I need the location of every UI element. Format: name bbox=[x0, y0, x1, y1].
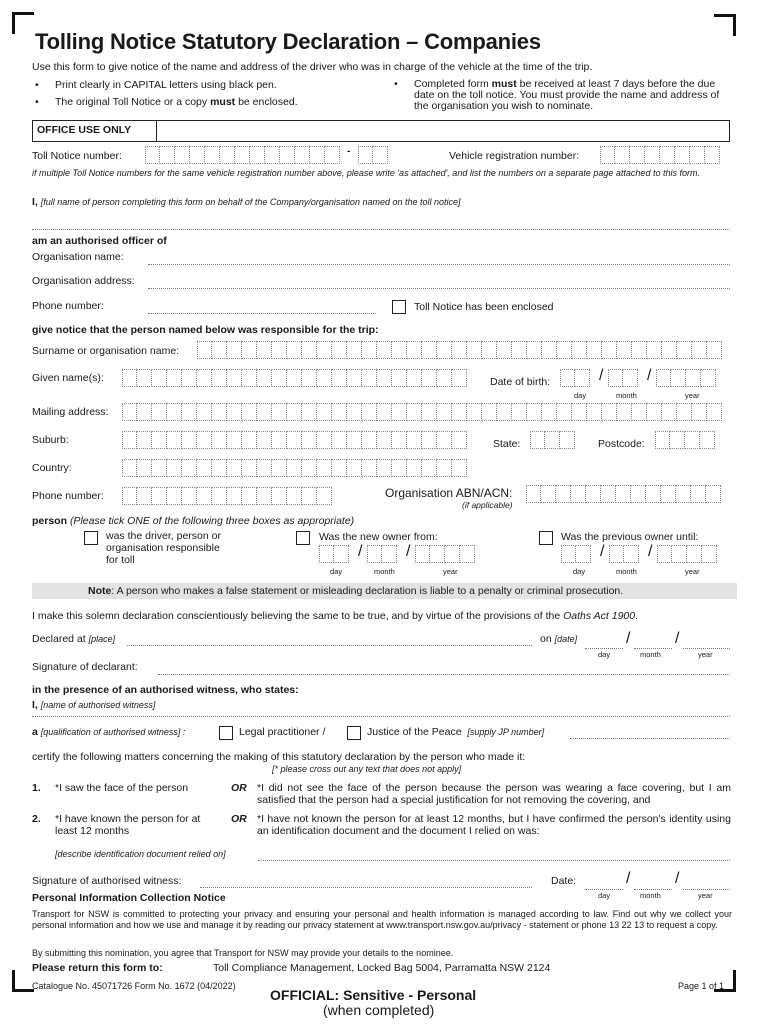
state-label: State: bbox=[493, 438, 521, 450]
dob-slash-1: / bbox=[599, 367, 604, 384]
solemn-declaration bbox=[32, 610, 638, 622]
person-label: person bbox=[32, 515, 68, 527]
date-hint: [date] bbox=[554, 634, 578, 644]
given-names-label: Given name(s): bbox=[32, 372, 104, 384]
phone-label: Phone number: bbox=[32, 300, 104, 312]
qualification-row bbox=[32, 726, 185, 738]
new-owner-month-input[interactable] bbox=[367, 545, 397, 563]
new-owner-slash-1: / bbox=[358, 543, 363, 560]
pic-text: Transport for NSW is committed to protecting your privacy and ensuring your personal and health information is managed according to law. Find out why we collect your personal information and how we use and manage it by reading our privacy statement at www.transport.nsw.gov.au/privacy - statement or phone 13 22 13 to request a copy. bbox=[32, 909, 732, 930]
witness-month-input[interactable] bbox=[634, 889, 672, 890]
toll-notice-suffix-input[interactable] bbox=[358, 146, 388, 164]
prev-owner-year-hint: year bbox=[685, 567, 700, 576]
bullet-enclose-text-end: be enclosed. bbox=[235, 96, 298, 108]
toll-notice-label: Toll Notice number: bbox=[32, 150, 122, 162]
corner-mark-bottom-left bbox=[12, 970, 34, 992]
witness-slash-2: / bbox=[675, 870, 680, 887]
dob-year-hint: year bbox=[685, 391, 700, 400]
official-classification: OFFICIAL: Sensitive - Personal bbox=[270, 987, 477, 1003]
witness-year-hint: year bbox=[698, 891, 713, 900]
signature-declarant-label: Signature of declarant: bbox=[32, 661, 138, 673]
vehicle-reg-label: Vehicle registration number: bbox=[449, 150, 580, 162]
catalogue-number: Catalogue No. 45071726 Form No. 1672 (04/2022) bbox=[32, 981, 236, 991]
witness-year-input[interactable] bbox=[683, 889, 730, 890]
corner-mark-top-right bbox=[714, 14, 736, 36]
prev-owner-slash-1: / bbox=[600, 543, 605, 560]
on-date-row bbox=[540, 633, 577, 645]
qualification-hint: [qualification of authorised witness] : bbox=[40, 727, 186, 737]
jp-number-input[interactable] bbox=[570, 738, 730, 739]
new-owner-month-hint: month bbox=[374, 567, 395, 576]
declared-month-input[interactable] bbox=[634, 648, 672, 649]
solemn-end: . bbox=[635, 610, 639, 622]
jp-row bbox=[367, 726, 544, 738]
phone2-input[interactable] bbox=[122, 487, 332, 505]
postcode-label: Postcode: bbox=[598, 438, 645, 450]
prev-owner-day-hint: day bbox=[573, 567, 586, 576]
toll-enclosed-checkbox[interactable] bbox=[392, 300, 406, 314]
item2-or: OR bbox=[231, 813, 247, 825]
toll-notice-separator: - bbox=[347, 145, 351, 157]
new-owner-day-input[interactable] bbox=[319, 545, 349, 563]
office-use-box bbox=[32, 120, 730, 142]
prev-owner-day-input[interactable] bbox=[561, 545, 591, 563]
declared-slash-2: / bbox=[675, 630, 680, 647]
describe-doc-input[interactable] bbox=[258, 860, 730, 861]
a-label: a bbox=[32, 726, 38, 738]
intro-text: Use this form to give notice of the name and address of the driver who was in charge of the vehicle at the time of the trip. bbox=[32, 61, 593, 73]
person-hint: (Please tick ONE of the following three boxes as appropriate) bbox=[69, 515, 355, 527]
give-notice-heading: give notice that the person named below was responsible for the trip: bbox=[32, 324, 379, 336]
authorised-officer-heading: am an authorised officer of bbox=[32, 235, 167, 247]
office-use-label: OFFICE USE ONLY bbox=[33, 121, 157, 141]
declared-at-label: Declared at bbox=[32, 633, 86, 645]
option-driver-label: was the driver, person or organisation responsible for toll bbox=[106, 530, 221, 566]
dob-month-input[interactable] bbox=[608, 369, 638, 387]
mailing-address-label: Mailing address: bbox=[32, 406, 109, 418]
corner-mark-top-left bbox=[12, 12, 34, 34]
witness-month-hint: month bbox=[640, 891, 661, 900]
declarant-name-hint: [full name of person completing this form on behalf of the Company/organisation named on the toll notice] bbox=[40, 197, 461, 207]
toll-notice-number-input[interactable] bbox=[145, 146, 340, 164]
suburb-input[interactable] bbox=[122, 431, 467, 449]
new-owner-year-hint: year bbox=[443, 567, 458, 576]
prev-owner-slash-2: / bbox=[648, 543, 653, 560]
solemn-text: I make this solemn declaration conscientiously believing the same to be true, and by virtue of the provisions of the bbox=[32, 610, 564, 622]
toll-enclosed-label: Toll Notice has been enclosed bbox=[414, 301, 554, 313]
declared-place-input[interactable] bbox=[127, 645, 532, 646]
legal-practitioner-checkbox[interactable] bbox=[219, 726, 233, 740]
dob-month-hint: month bbox=[616, 391, 637, 400]
witness-name-row bbox=[32, 699, 155, 711]
jp-checkbox[interactable] bbox=[347, 726, 361, 740]
suburb-label: Suburb: bbox=[32, 434, 69, 446]
new-owner-year-input[interactable] bbox=[415, 545, 475, 563]
surname-input[interactable] bbox=[197, 341, 722, 359]
state-input[interactable] bbox=[530, 431, 575, 449]
presence-heading: in the presence of an authorised witness, who states: bbox=[32, 684, 299, 696]
on-label: on bbox=[540, 633, 552, 645]
declared-day-hint: day bbox=[598, 650, 611, 659]
new-owner-day-hint: day bbox=[330, 567, 343, 576]
item2-left: *I have known the person for at least 12 months bbox=[55, 813, 201, 837]
bullet-completed-form bbox=[414, 79, 724, 112]
i-label: I, bbox=[32, 196, 38, 208]
prev-owner-month-hint: month bbox=[616, 567, 637, 576]
declared-month-hint: month bbox=[640, 650, 661, 659]
witness-name-input[interactable] bbox=[32, 716, 730, 717]
dob-slash-2: / bbox=[647, 367, 652, 384]
option-driver-checkbox[interactable] bbox=[84, 531, 98, 545]
option-previous-owner-label: Was the previous owner until: bbox=[561, 531, 699, 543]
item1-left: *I saw the face of the person bbox=[55, 782, 189, 794]
witness-day-hint: day bbox=[598, 891, 611, 900]
describe-doc-hint: [describe identification document relied on] bbox=[55, 849, 226, 859]
witness-day-input[interactable] bbox=[585, 889, 623, 890]
declared-slash-1: / bbox=[626, 630, 631, 647]
abn-label: Organisation ABN/ACN: bbox=[385, 486, 513, 500]
declarant-name-input[interactable] bbox=[32, 229, 730, 230]
option-previous-owner-checkbox[interactable] bbox=[539, 531, 553, 545]
legal-practitioner-label: Legal practitioner / bbox=[239, 726, 326, 738]
dob-label: Date of birth: bbox=[490, 376, 551, 388]
surname-label: Surname or organisation name: bbox=[32, 345, 180, 357]
mailing-address-input[interactable] bbox=[122, 403, 722, 421]
person-heading bbox=[32, 515, 354, 527]
place-hint: [place] bbox=[88, 634, 116, 644]
return-label: Please return this form to: bbox=[32, 962, 163, 974]
country-input[interactable] bbox=[122, 459, 467, 477]
certify-text: certify the following matters concerning the making of this statutory declaration by the person who made it: bbox=[32, 751, 526, 763]
abn-input[interactable] bbox=[526, 485, 721, 503]
return-address: Toll Compliance Management, Locked Bag 5004, Parramatta NSW 2124 bbox=[213, 962, 551, 974]
bullet-completed-must: must bbox=[491, 78, 517, 90]
bullet-enclose-must: must bbox=[210, 96, 236, 108]
phone2-label: Phone number: bbox=[32, 490, 104, 502]
page-number: Page 1 of 1 bbox=[678, 981, 725, 991]
abn-hint: (if applicable) bbox=[462, 500, 513, 510]
bullet-enclose-notice bbox=[55, 96, 298, 108]
jp-label: Justice of the Peace bbox=[367, 726, 462, 738]
page-title: Tolling Notice Statutory Declaration – Companies bbox=[35, 29, 541, 54]
note-label: Note bbox=[88, 585, 112, 597]
signature-declarant-input[interactable] bbox=[158, 674, 730, 675]
dob-day-input[interactable] bbox=[560, 369, 590, 387]
item2-number: 2. bbox=[32, 813, 41, 825]
declared-at-row bbox=[32, 633, 115, 645]
bullet-print-clearly: • Print clearly in CAPITAL letters using black pen. bbox=[55, 79, 277, 91]
signature-witness-label: Signature of authorised witness: bbox=[32, 875, 182, 887]
witness-name-hint: [name of authorised witness] bbox=[40, 700, 156, 710]
penalty-note bbox=[88, 585, 623, 597]
bullet-completed-text-end: be received at least 7 days before the due date on the toll notice. You must provide the name and address of the organisation you wish to nominate. bbox=[414, 78, 720, 112]
item2-right: *I have not known the person for at least 12 months, but I have confirmed the person's identity using an identification document and the document I relied on was: bbox=[257, 813, 731, 837]
signature-witness-input[interactable] bbox=[200, 887, 532, 888]
org-address-input[interactable] bbox=[148, 288, 730, 289]
phone-input[interactable] bbox=[148, 313, 376, 314]
option-new-owner-label: Was the new owner from: bbox=[319, 531, 438, 543]
org-name-label: Organisation name: bbox=[32, 251, 124, 263]
bullet-completed-text: Completed form bbox=[414, 78, 492, 90]
option-new-owner-checkbox[interactable] bbox=[296, 531, 310, 545]
cross-out-hint: [* please cross out any text that does not apply] bbox=[272, 764, 462, 774]
org-name-input[interactable] bbox=[148, 264, 730, 265]
org-address-label: Organisation address: bbox=[32, 275, 135, 287]
note-text: : A person who makes a false statement or misleading declaration is liable to a penalty or criminal prosecution. bbox=[111, 585, 624, 597]
oaths-act: Oaths Act 1900 bbox=[563, 610, 636, 622]
dob-year-input[interactable] bbox=[656, 369, 716, 387]
vehicle-reg-input[interactable] bbox=[600, 146, 720, 164]
dob-day-hint: day bbox=[574, 391, 587, 400]
item1-or: OR bbox=[231, 782, 247, 794]
when-completed: (when completed) bbox=[323, 1002, 435, 1018]
witness-slash-1: / bbox=[626, 870, 631, 887]
declarant-name-row bbox=[32, 196, 461, 208]
declared-day-input[interactable] bbox=[585, 648, 623, 649]
prev-owner-year-input[interactable] bbox=[657, 545, 717, 563]
jp-hint: [supply JP number] bbox=[467, 727, 545, 737]
bullet-enclose-text: The original Toll Notice or a copy bbox=[55, 96, 211, 108]
given-names-input[interactable] bbox=[122, 369, 467, 387]
item1-right: *I did not see the face of the person because the person was wearing a face covering, but I am satisfied that the person had a special justification for not removing the covering, and bbox=[257, 782, 731, 806]
new-owner-slash-2: / bbox=[406, 543, 411, 560]
multiple-notices-note: if multiple Toll Notice numbers for the same vehicle registration number above, please write 'as attached', and list the numbers on a separate page attached to this form. bbox=[32, 168, 700, 178]
declared-year-input[interactable] bbox=[683, 648, 730, 649]
postcode-input[interactable] bbox=[655, 431, 715, 449]
pic-title: Personal Information Collection Notice bbox=[32, 892, 226, 904]
declared-year-hint: year bbox=[698, 650, 713, 659]
witness-date-label: Date: bbox=[551, 875, 577, 887]
item1-number: 1. bbox=[32, 782, 41, 794]
country-label: Country: bbox=[32, 462, 72, 474]
i2-label: I, bbox=[32, 699, 38, 711]
nomination-text: By submitting this nomination, you agree that Transport for NSW may provide your details to the nominee. bbox=[32, 948, 454, 958]
prev-owner-month-input[interactable] bbox=[609, 545, 639, 563]
